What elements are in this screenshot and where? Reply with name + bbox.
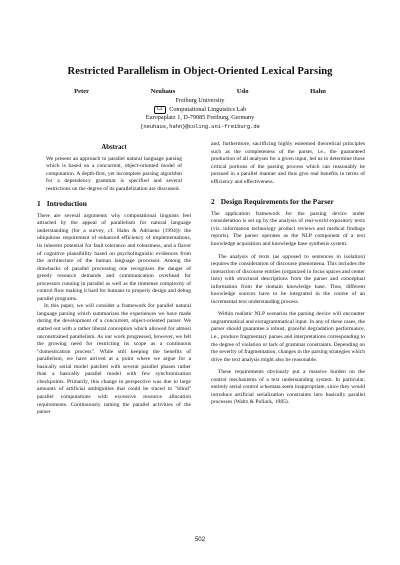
author-email: {neuhaus,hahn}@coling.uni-freiburg.de — [140, 123, 260, 130]
page-number: 502 — [194, 536, 206, 543]
design-paragraph-1: The application framework for the parsing device under consideration is set up by the analysis of real-world expository texts (viz. information technology product reviews and medical findings reports). The parser operates as the NLP component of a text knowledge acquisition and knowledge base synthesis system. — [211, 210, 365, 248]
spacer — [211, 186, 365, 191]
section-heading-introduction — [37, 200, 191, 208]
design-paragraph-2: The analysis of texts (as opposed to sentences in isolation) requires the consideration of discourse phenomena. This includes the interaction of discourse entities (organized in focus spaces and center lists) with structural descriptions from the parser and conceptual information from the domain knowledge base. Thus, different knowledge sources have to be integrated in the course of an incremental text understanding process. — [211, 253, 365, 305]
lab-logo-icon: CL — [154, 106, 166, 114]
paper-title: Restricted Parallelism in Object-Oriented Lexical Parsing — [67, 66, 333, 77]
left-column — [37, 141, 191, 417]
design-paragraph-4: These requirements obviously put a massive burden on the control mechanisms of a text understanding system. In particular, entirely serial control schemata seem inappropriate, since they would introduce artificial serialization constraints into basically parallel processes (Waltz & Pollack, 1985). — [211, 369, 365, 406]
right-column — [211, 141, 365, 407]
affiliation-university: Freiburg University — [175, 96, 225, 104]
affiliation-lab-line — [154, 106, 246, 115]
section-number: 2 — [211, 197, 215, 207]
affiliation-address: Europaplatz 1, D-79085 Freiburg, Germany — [145, 114, 255, 122]
intro-paragraph-continued: and, furthermore, sacrificing highly esteemed theoretical principles such as the completeness of the parser, i.e., the guaranteed production of all analyses for a given input, led us to determine those critical portions of the parsing process which can reasonably be pursued in a parallel manner and thus give real benefits in terms of efficiency and effectiveness. — [211, 141, 365, 185]
abstract — [37, 156, 191, 194]
section-heading-design-requirements — [211, 198, 365, 206]
intro-paragraph-1: There are several arguments why computational linguists feel attracted by the appeal of parallelism for natural language understanding (for a survey, cf. Hahn & Adriaens (1994)): the ubiquitous requirement of enhanced efficiency of implementations, its inherent potential for fault tolerance and robustness, and a flavor of cognitive plausibility based on psycholinguistic evidences from the architecture of the human language processor. Among the drawbacks of parallel processing one recognizes the danger of greedy resource demands and communication overhead for processors running in parallel as well as the immense complexity of control flow making it hard for humans to properly design and debug parallel programs. — [37, 212, 191, 302]
author-block — [0, 88, 400, 131]
section-number: 1 — [37, 199, 41, 209]
design-paragraph-3: Within realistic NLP scenarios the parsing device will encounter ungrammatical and extragrammatical input. In any of these cases, the parser should guarantee a robust, graceful degradation performance, i.e., produce fragmentary parses and interpretations corresponding to the degree of violation or lack of grammar constraints. Depending on the severity of fragmentation, changes in the parsing strategies which drive the text analysis might also be reasonable. — [211, 311, 365, 363]
abstract-text: We present an approach to parallel natural language parsing which is based on a concurrent, object-oriented model of computation. A depth-first, yet incomplete parsing algorithm for a dependency grammar is specified and several restrictions on the degree of its parallelization are discussed. — [46, 155, 182, 192]
section-title: Introduction — [46, 199, 87, 209]
author-names: Peter Neuhaus Udo Hahn — [74, 88, 326, 95]
affiliation-lab: Computational Linguistics Lab — [169, 105, 247, 113]
section-title: Design Requirements for the Parser — [220, 197, 334, 207]
abstract-heading: Abstract — [101, 144, 127, 151]
intro-paragraph-2: In this paper, we will consider a framework for parallel natural language parsing which summarizes the experiences we have made during the development of a concurrent, object-oriented parser. We started out with a rather liberal conception which allowed for almost unconstrained parallelism. As our work progressed, however, we felt the growing need for restricting its scope as a continuous "domestication process". While still keeping the benefits of parallelism, we have arrived at a point where we argue for a basically serial model patched with several parallel phases rather than a basically parallel model with few synchronization checkpoints. Primarily, this change in perspective was due to large amounts of artificial ambiguities that could be traced to "blind" parallel computations with excessive resource allocation requirements. Continuously taming the parallel activities of the parser — [37, 303, 191, 416]
